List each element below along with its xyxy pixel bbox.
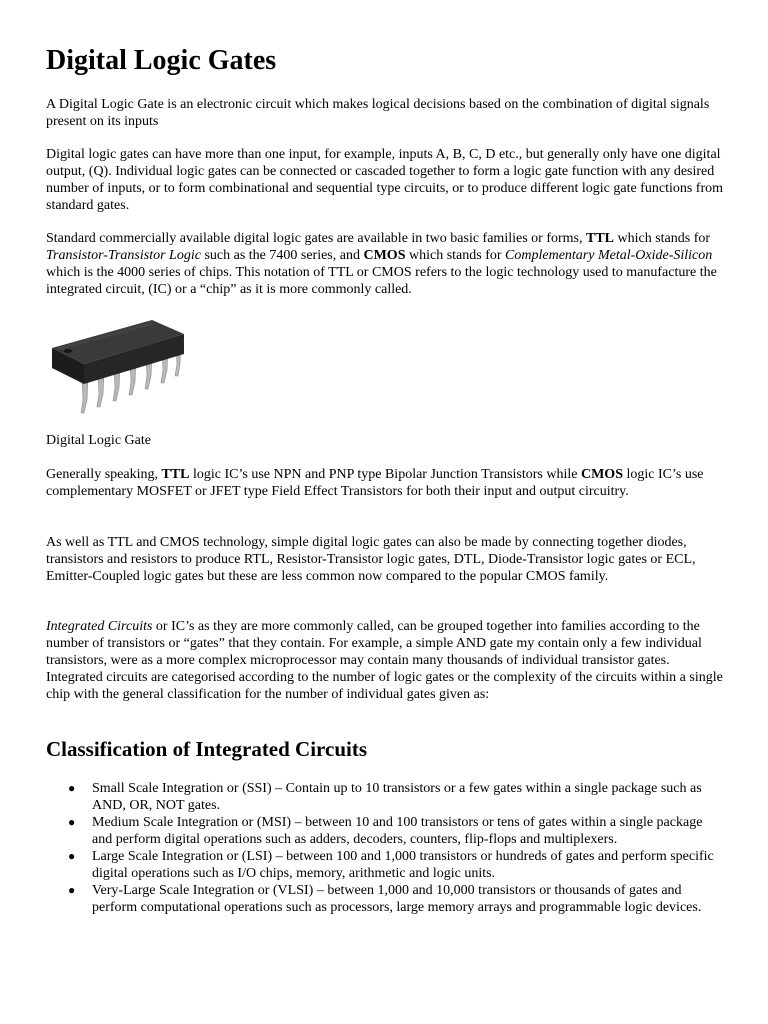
- paragraph-3: Standard commercially available digital logic gates are available in two basic families or forms, TTL which stands for Transistor-Transistor Logic such as the 7400 series, and CMOS which stands for Complementary Metal-Oxide-Silicon which is the 4000 series of chips. This notation of TTL or CMOS refers to the logic technology used to manufacture the integrated circuit, (IC) or a “chip” as it is more commonly called.: [46, 231, 717, 297]
- cmos-full-term: Complementary Metal-Oxide-Silicon: [505, 248, 713, 263]
- paragraph-5: As well as TTL and CMOS technology, simple digital logic gates can also be made by connecting together diodes, transistors and resistors to produce RTL, Resistor-Transistor logic gates, DTL, Diode-Transistor logic gates or ECL, Emitter-Coupled logic gates but these are less common now compared to the popular CMOS family.: [46, 535, 696, 584]
- cmos-term-2: CMOS: [580, 467, 623, 482]
- classification-list-block: [46, 780, 726, 916]
- paragraph-2: Digital logic gates can have more than one input, for example, inputs A, B, C, D etc., but generally only have one digital output, (Q). Individual logic gates can be connected or cascaded together to form a logic gate function with any desired number of inputs, or to form combinational and sequential type circuits, or to produce different logic gate functions from standard gates.: [46, 147, 724, 213]
- list-item: ● Medium Scale Integration or (MSI) – between 10 and 100 transistors or tens of gates within a single package and perform digital operations such as adders, decoders, counters, flip-flops and multiplexers.: [68, 815, 703, 847]
- ttl-term-2: TTL: [161, 467, 190, 482]
- paragraph-1: A Digital Logic Gate is an electronic circuit which makes logical decisions based on the combination of digital signals present on its inputs: [46, 97, 710, 129]
- list-item: ● Small Scale Integration or (SSI) – Contain up to 10 transistors or a few gates within a single package such as AND, OR, NOT gates.: [68, 781, 702, 813]
- intro-paragraph: [46, 96, 726, 130]
- paragraph-6: Integrated Circuits or IC’s as they are more commonly called, can be grouped together into families according to the number of transistors or “gates” that they contain. For example, a simple AND gate my contain only a few individual transistors, were as a more complex microprocessor may contain many thousands of individual transistor gates. Integrated circuits are categorised according to the number of logic gates or the complexity of the circuits within a single chip with the general classification for the number of individual gates given as:: [46, 619, 723, 702]
- bullet-icon: ●: [68, 883, 76, 897]
- list-item: ● Very-Large Scale Integration or (VLSI) – between 1,000 and 10,000 transistors or thousands of gates and perform computational operations such as processors, large memory arrays and programmable logic devices.: [68, 883, 702, 915]
- ttl-term: TTL: [585, 231, 614, 246]
- paragraph-6-block: [46, 618, 726, 703]
- classification-list: [46, 780, 726, 916]
- integrated-circuits-term: Integrated Circuits: [46, 619, 153, 634]
- image-caption: Digital Logic Gate: [46, 433, 151, 448]
- ttl-full-term: Transistor-Transistor Logic: [46, 248, 201, 263]
- section-heading: Classification of Integrated Circuits: [46, 737, 367, 761]
- paragraph-5-block: [46, 534, 726, 585]
- cmos-term: CMOS: [363, 248, 406, 263]
- bullet-icon: ●: [68, 815, 76, 829]
- bullet-icon: ●: [68, 849, 76, 863]
- paragraph-4-block: [46, 466, 726, 500]
- image-caption-block: [46, 432, 726, 449]
- ic-chip-image: [48, 318, 188, 418]
- paragraph-3-block: [46, 230, 726, 298]
- page-title: Digital Logic Gates: [46, 45, 277, 76]
- bullet-icon: ●: [68, 781, 76, 795]
- paragraph-2-block: [46, 146, 726, 214]
- paragraph-4: Generally speaking, TTL logic IC’s use NPN and PNP type Bipolar Junction Transistors while CMOS logic IC’s use complementary MOSFET or JFET type Field Effect Transistors for both their input and output circuitry.: [46, 467, 704, 499]
- list-item: ● Large Scale Integration or (LSI) – between 100 and 1,000 transistors or hundreds of gates and perform specific digital operations such as I/O chips, memory, arithmetic and logic units.: [68, 849, 714, 881]
